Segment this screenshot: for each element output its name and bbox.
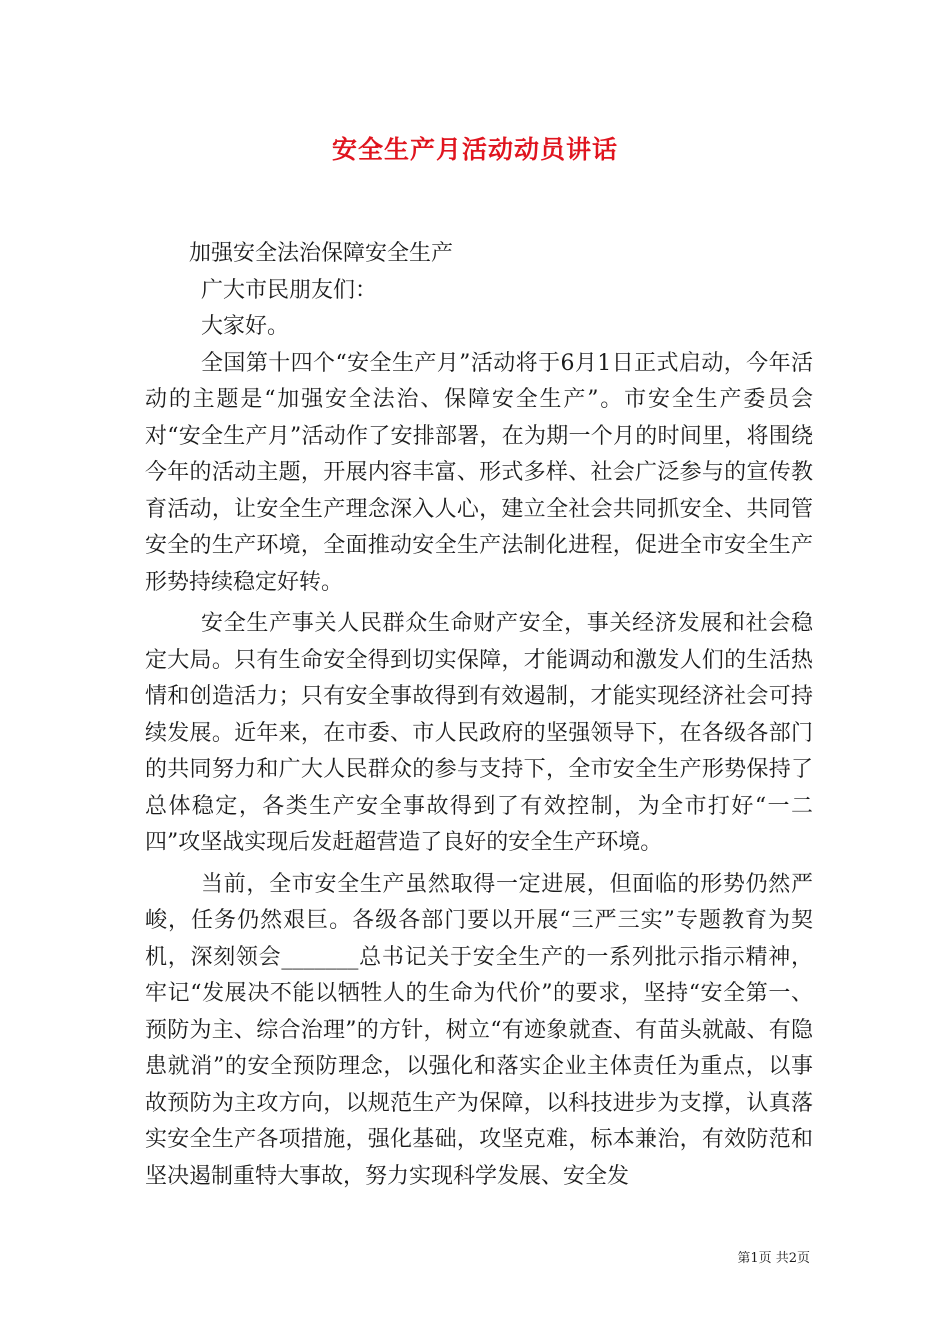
document-body xyxy=(145,236,813,1195)
greeting: 大家好。 xyxy=(201,314,290,339)
paragraph-3: 当前，全市安全生产虽然取得一定进展，但面临的形势仍然严峻，任务仍然艰巨。各级各部门要以开展“三严三实”专题教育为契机，深刻领会_______总书记关于安全生产的一系列批示指示精神，牢记“发展决不能以牺牲人的生命为代价”的要求，坚持“安全第一、预防为主、综合治理”的方针，树立“有迹象就查、有苗头就敲、有隐患就消”的安全预防理念，以强化和落实企业主体责任为重点，以事故预防为主攻方向，以规范生产为保障，以科技进步为支撑，认真落实安全生产各项措施，强化基础，攻坚克难，标本兼治，有效防范和坚决遏制重特大事故，努力实现科学发展、安全发 xyxy=(145,871,813,1189)
paragraph-2: 安全生产事关人民群众生命财产安全，事关经济发展和社会稳定大局。只有生命安全得到切实保障，才能调动和激发人们的生活热情和创造活力；只有安全事故得到有效遏制，才能实现经济社会可持续发展。近年来，在市委、市人民政府的坚强领导下，在各级各部门的共同努力和广大人民群众的参与支持下，全市安全生产形势保持了总体稳定，各类生产安全事故得到了有效控制，为全市打好“一二四”攻坚战实现后发赶超营造了良好的安全生产环境。 xyxy=(145,611,813,855)
page-number-footer: 第1页 共2页 xyxy=(737,1251,810,1266)
document-title: 安全生产月活动动员讲话 xyxy=(331,135,618,164)
document-subtitle: 加强安全法治保障安全生产 xyxy=(189,241,454,266)
paragraph-1: 全国第十四个“安全生产月”活动将于6月1日正式启动，今年活动的主题是“加强安全法治、保障安全生产”。市安全生产委员会对“安全生产月”活动作了安排部署，在为期一个月的时间里，将围绕今年的活动主题，开展内容丰富、形式多样、社会广泛参与的宣传教育活动，让安全生产理念深入人心，建立全社会共同抓安全、共同管安全的生产环境，全面推动安全生产法制化进程，促进全市安全生产形势持续稳定好转。 xyxy=(145,350,813,595)
salutation: 广大市民朋友们： xyxy=(201,277,378,303)
